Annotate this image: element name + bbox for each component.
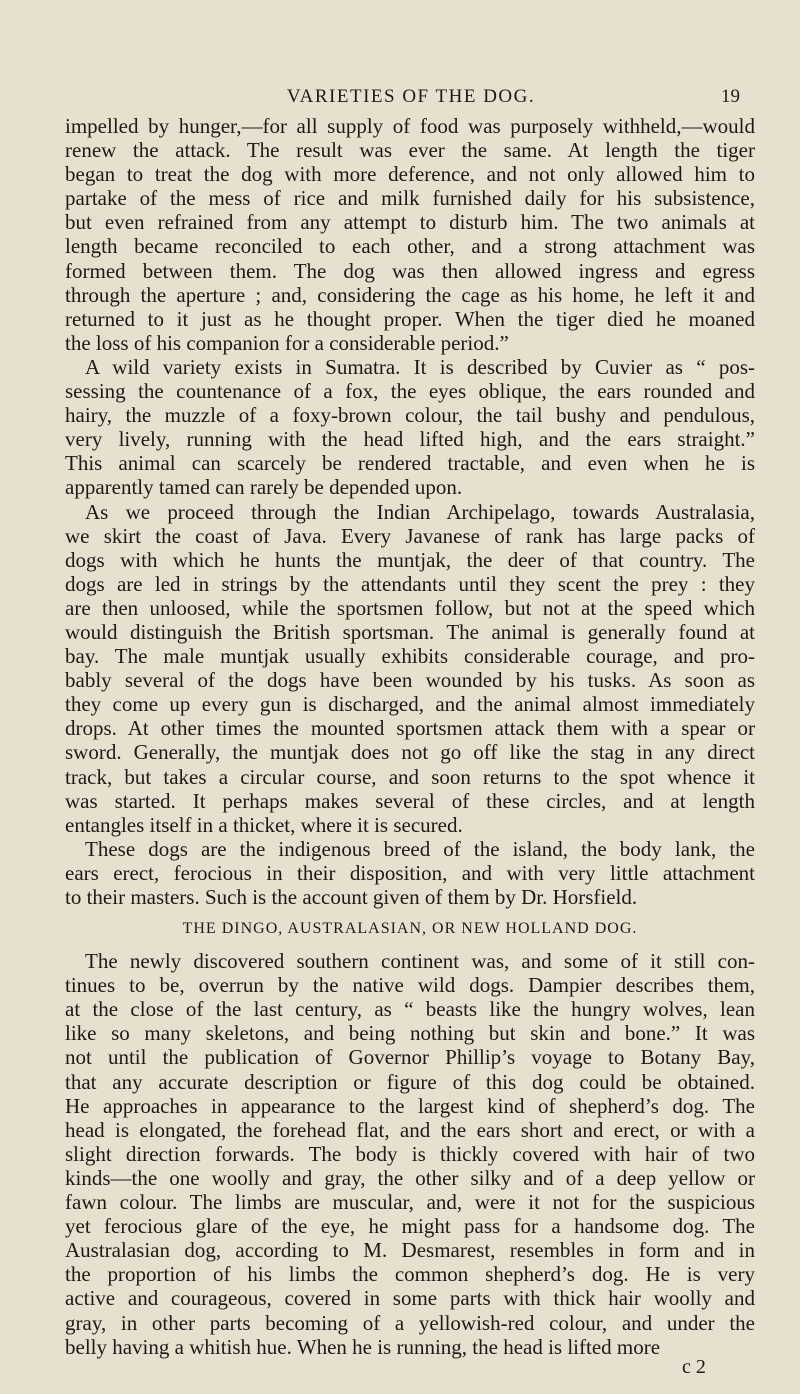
text-line: very lively, running with the head lifted high, and the ears straight.”: [65, 427, 755, 452]
body-text: [65, 114, 755, 1359]
text-line: drops. At other times the mounted sportsmen attack them with a spear or: [65, 716, 755, 741]
text-line: entangles itself in a thicket, where it is secured.: [65, 812, 463, 837]
paragraph: [65, 355, 755, 500]
text-line: length became reconciled to each other, and a strong attachment was: [65, 234, 755, 259]
text-line: track, but takes a circular course, and soon returns to the spot whence it: [65, 764, 755, 789]
text-line: bay. The male muntjak usually exhibits considerable courage, and pro-: [65, 644, 755, 669]
signature-mark: c 2: [682, 1356, 706, 1378]
text-line: yet ferocious glare of the eye, he might pass for a handsome dog. The: [65, 1214, 755, 1239]
text-line: This animal can scarcely be rendered tractable, and even when he is: [65, 451, 755, 476]
text-line: belly having a whitish hue. When he is running, the head is lifted more: [65, 1334, 661, 1359]
text-line: Australasian dog, according to M. Desmarest, resembles in form and in: [65, 1238, 755, 1263]
text-line: to their masters. Such is the account given of them by Dr. Horsfield.: [65, 885, 638, 909]
text-line: sessing the countenance of a fox, the eyes oblique, the ears rounded and: [65, 379, 755, 404]
text-line: at the close of the last century, as “ beasts like the hungry wolves, lean: [65, 997, 755, 1022]
text-line: gray, in other parts becoming of a yellowish-red colour, and under the: [65, 1310, 755, 1335]
text-line: like so many skeletons, and being nothing but skin and bone.” It was: [65, 1021, 755, 1046]
section-heading: THE DINGO, AUSTRALASIAN, OR NEW HOLLAND DOG.: [182, 920, 638, 938]
text-line: kinds—the one woolly and gray, the other silky and of a deep yellow or: [65, 1165, 755, 1190]
paragraph: [65, 949, 755, 1359]
text-line: partake of the mess of rice and milk furnished daily for his subsistence,: [65, 186, 755, 211]
running-head: VARIETIES OF THE DOG.: [286, 86, 536, 107]
text-after-heading: [65, 949, 755, 1359]
text-line: formed between them. The dog was then allowed ingress and egress: [65, 258, 755, 283]
text-line: returned to it just as he thought proper. When the tiger died he moaned: [65, 306, 755, 331]
text-line: tinues to be, overrun by the native wild dogs. Dampier describes them,: [65, 973, 755, 998]
text-line: sword. Generally, the muntjak does not go off like the stag in any direct: [65, 740, 755, 765]
text-line: began to treat the dog with more deference, and not only allowed him to: [65, 162, 755, 187]
paragraph: [65, 837, 755, 909]
text-line: would distinguish the British sportsman. The animal is generally found at: [65, 619, 755, 644]
text-line: As we proceed through the Indian Archipelago, towards Australasia,: [85, 499, 755, 524]
text-line: bably several of the dogs have been wounded by his tusks. As soon as: [65, 668, 755, 693]
text-line: they come up every gun is discharged, and the animal almost immediately: [65, 692, 755, 717]
text-line: ears erect, ferocious in their disposition, and with very little attachment: [65, 860, 755, 885]
text-line: that any accurate description or figure of this dog could be obtained.: [65, 1069, 755, 1094]
text-line: active and courageous, covered in some parts with thick hair woolly and: [65, 1286, 755, 1311]
text-line: He approaches in appearance to the largest kind of shepherd’s dog. The: [65, 1093, 755, 1118]
text-line: dogs are led in strings by the attendants until they scent the prey : they: [65, 571, 755, 596]
text-line: the loss of his companion for a considerable period.”: [65, 330, 509, 355]
paragraph: [65, 500, 755, 837]
text-line: are then unloosed, while the sportsmen follow, but not at the speed which: [65, 595, 755, 620]
text-line: we skirt the coast of Java. Every Javanese of rank has large packs of: [65, 523, 755, 548]
text-line: not until the publication of Governor Phillip’s voyage to Botany Bay,: [65, 1045, 755, 1070]
text-line: renew the attack. The result was ever the same. At length the tiger: [65, 138, 755, 163]
text-line: through the aperture ; and, considering the cage as his home, he left it and: [65, 282, 755, 307]
text-line: apparently tamed can rarely be depended upon.: [65, 475, 463, 500]
text-line: A wild variety exists in Sumatra. It is described by Cuvier as “ pos-: [85, 354, 755, 379]
text-line: head is elongated, the forehead flat, and the ears short and erect, or with a: [65, 1117, 755, 1142]
text-line: the proportion of his limbs the common shepherd’s dog. He is very: [65, 1262, 755, 1287]
text-line: fawn colour. The limbs are muscular, and, were it not for the suspicious: [65, 1190, 755, 1215]
text-line: slight direction forwards. The body is thickly covered with hair of two: [65, 1141, 755, 1166]
text-line: dogs with which he hunts the muntjak, the deer of that country. The: [65, 547, 755, 572]
text-before-heading: [65, 114, 755, 909]
text-line: but even refrained from any attempt to disturb him. The two animals at: [65, 210, 755, 235]
paragraph: [65, 114, 755, 355]
page-number: 19: [721, 86, 740, 107]
text-line: hairy, the muzzle of a foxy-brown colour, the tail bushy and pendulous,: [65, 403, 755, 428]
text-line: impelled by hunger,—for all supply of food was purposely withheld,—would: [65, 114, 755, 138]
text-line: These dogs are the indigenous breed of the island, the body lank, the: [85, 836, 755, 861]
text-line: The newly discovered southern continent was, and some of it still con-: [85, 949, 755, 974]
text-line: was started. It perhaps makes several of these circles, and at length: [65, 788, 755, 813]
